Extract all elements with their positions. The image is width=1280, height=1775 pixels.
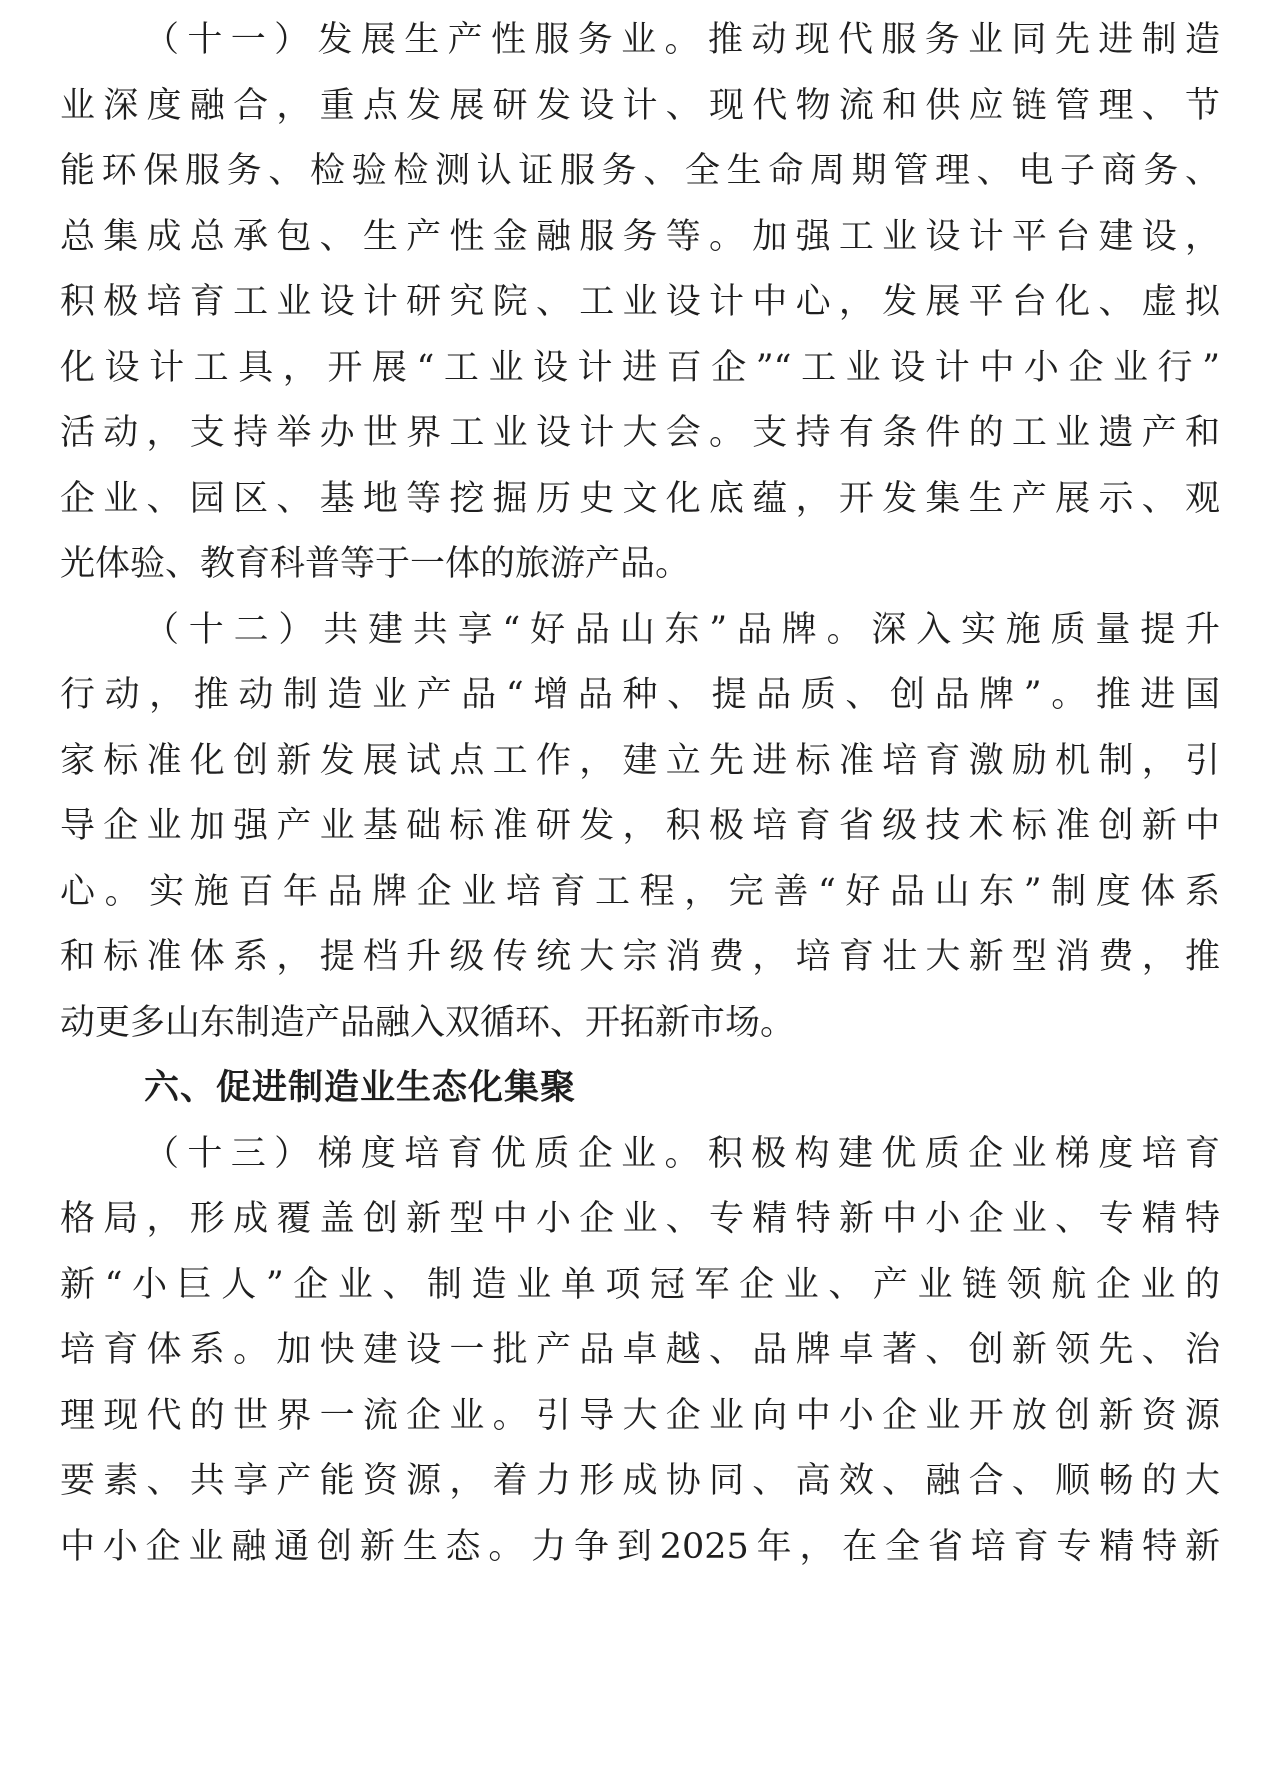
paragraph-12 [60, 598, 1220, 1057]
paragraph-line: 心。实施百年品牌企业培育工程，完善“好品山东”制度体系 [60, 871, 1220, 912]
paragraph-line: 动更多山东制造产品融入双循环、开拓新市场。 [60, 1002, 796, 1043]
paragraph-line: （十一）发展生产性服务业。推动现代服务业同先进制造 [144, 20, 1220, 60]
paragraph-line: 理现代的世界一流企业。引导大企业向中小企业开放创新资源 [60, 1395, 1220, 1436]
paragraph-line: 总集成总承包、生产性金融服务等。加强工业设计平台建设， [60, 216, 1220, 257]
paragraph-line: 格局，形成覆盖创新型中小企业、专精特新中小企业、专精特 [60, 1199, 1220, 1239]
paragraph-11 [60, 8, 1220, 598]
paragraph-line: 新“小巨人”企业、制造业单项冠军企业、产业链领航企业的 [60, 1264, 1220, 1305]
paragraph-line: 化设计工具，开展“工业设计进百企”“工业设计中小企业行” [60, 347, 1220, 388]
paragraph-line: 和标准体系，提档升级传统大宗消费，培育壮大新型消费，推 [60, 937, 1220, 977]
paragraph-line: 中小企业融通创新生态。力争到2025年，在全省培育专精特新 [60, 1526, 1220, 1567]
paragraph-line: 导企业加强产业基础标准研发，积极培育省级技术标准创新中 [60, 806, 1220, 846]
paragraph-line: （十二）共建共享“好品山东”品牌。深入实施质量提升 [144, 609, 1220, 650]
section-heading: 六、促进制造业生态化集聚 [144, 1068, 577, 1108]
paragraph-line: 活动，支持举办世界工业设计大会。支持有条件的工业遗产和 [60, 413, 1220, 453]
paragraph-line: 光体验、教育科普等于一体的旅游产品。 [60, 544, 691, 584]
paragraph-line: 行动，推动制造业产品“增品种、提品质、创品牌”。推进国 [60, 675, 1220, 715]
paragraph-line: 培育体系。加快建设一批产品卓越、品牌卓著、创新领先、治 [60, 1330, 1220, 1370]
paragraph-line: 业深度融合，重点发展研发设计、现代物流和供应链管理、节 [60, 85, 1220, 126]
paragraph-line: 能环保服务、检验检测认证服务、全生命周期管理、电子商务、 [60, 151, 1220, 191]
paragraph-13 [60, 1122, 1220, 1581]
paragraph-line: 要素、共享产能资源，着力形成协同、高效、融合、顺畅的大 [60, 1461, 1220, 1501]
paragraph-line: 家标准化创新发展试点工作，建立先进标准培育激励机制，引 [60, 740, 1220, 781]
paragraph-line: 积极培育工业设计研究院、工业设计中心，发展平台化、虚拟 [60, 282, 1220, 322]
paragraph-line: 企业、园区、基地等挖掘历史文化底蕴，开发集生产展示、观 [60, 478, 1220, 519]
paragraph-line: （十三）梯度培育优质企业。积极构建优质企业梯度培育 [144, 1133, 1220, 1174]
